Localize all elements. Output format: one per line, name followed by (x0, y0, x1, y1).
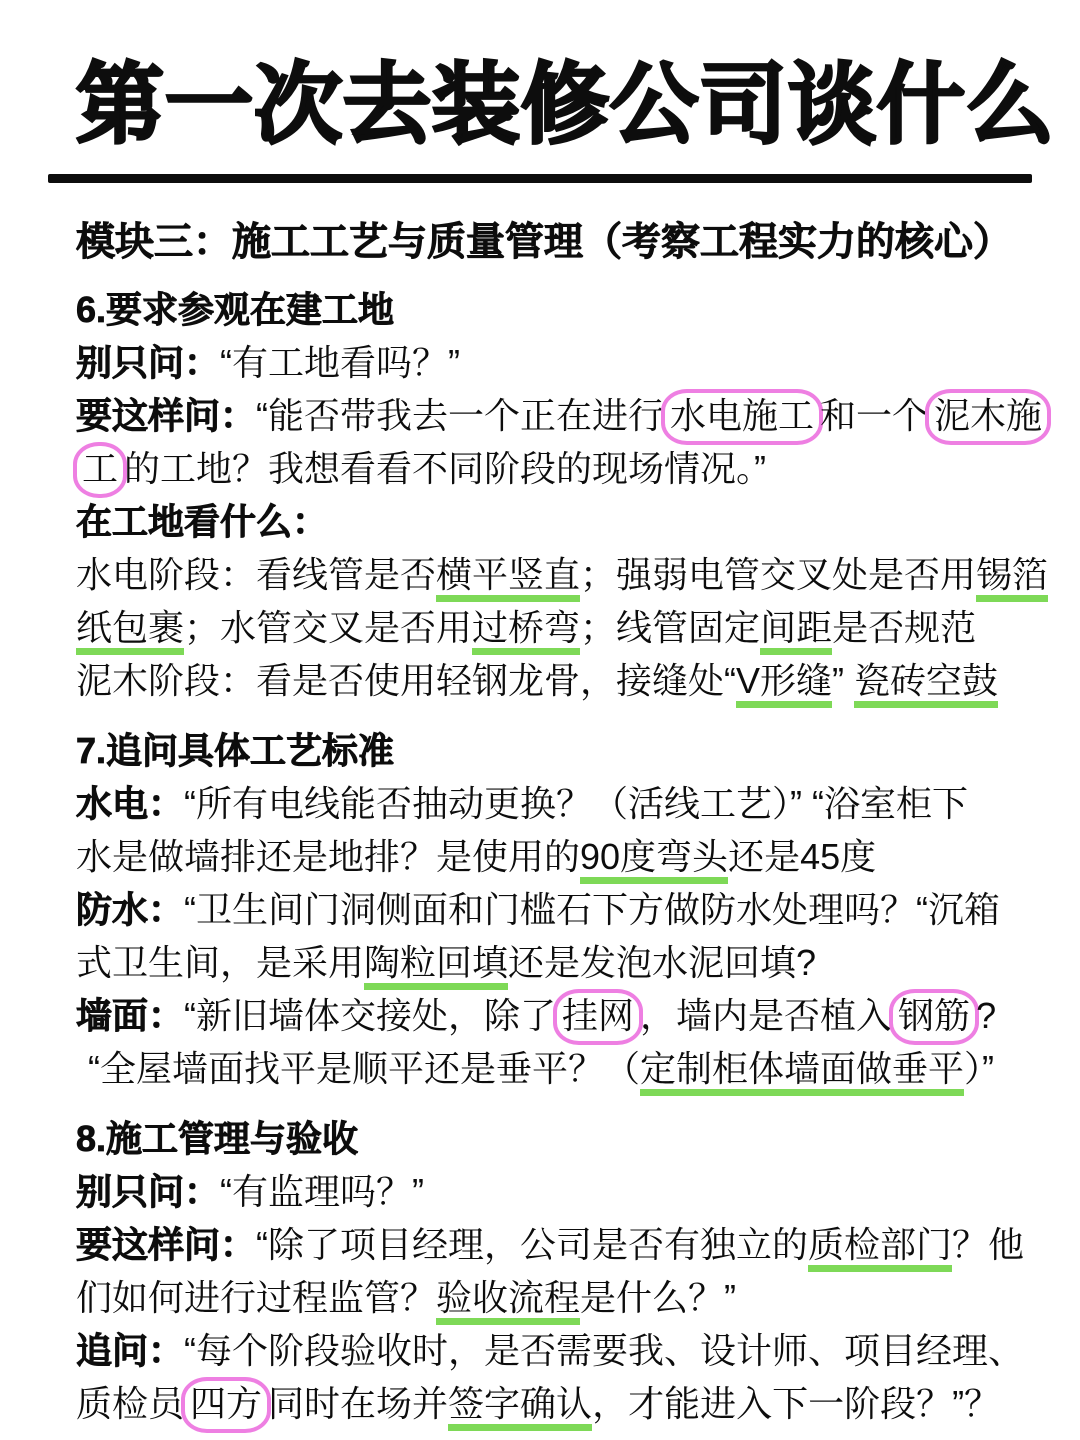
text-segment: ，墙内是否植入 (640, 995, 893, 1036)
text-segment: ；强弱电管交叉处是否用 (580, 554, 977, 595)
text-line (76, 1324, 1025, 1377)
text-segment: 是什么？” (580, 1277, 737, 1318)
circled-term: 工 (73, 442, 127, 498)
underlined-term: 纸包裹 (76, 607, 184, 655)
text-segment: ，才能进入下一阶段？”？ (592, 1383, 1001, 1424)
section-8-management-acceptance (76, 1112, 1025, 1430)
label-text: 要这样问： (76, 1224, 257, 1265)
text-segment: “所有电线能否抽动更换？（活线工艺）” “浴室柜下 (184, 783, 968, 824)
module-subtitle: 模块三：施工工艺与质量管理（考察工程实力的核心） (76, 221, 1013, 264)
text-segment: 质检员 (76, 1383, 185, 1424)
text-segment: “全屋墙面找平是顺平还是垂平？（ (88, 1048, 640, 1089)
circled-term: 泥木施 (925, 389, 1051, 445)
label-text: 8.施工管理与验收 (76, 1118, 359, 1159)
text-segment: “卫生间门洞侧面和门槛石下方做防水处理吗？“沉箱 (184, 889, 1000, 930)
text-line (76, 601, 1004, 654)
section-6-site-visit (76, 283, 1049, 707)
label-text: 墙面： (76, 995, 185, 1036)
underlined-term: 间距 (760, 607, 832, 655)
text-segment: ” (832, 660, 855, 701)
underlined-term: 瓷砖空鼓 (854, 660, 998, 708)
text-segment: ；线管固定 (580, 607, 761, 648)
text-segment: “有工地看吗？” (220, 342, 460, 383)
text-segment: 是否规范 (832, 607, 977, 648)
text-segment: 们如何进行过程监管？ (76, 1277, 437, 1318)
label-text: 防水： (76, 889, 185, 930)
text-segment: 式卫生间，是采用 (76, 942, 365, 983)
text-segment: ? (976, 995, 997, 1036)
circled-term: 钢筋 (889, 989, 979, 1045)
text-segment: 同时在场并 (268, 1383, 449, 1424)
underlined-term: 陶粒回填 (364, 942, 508, 990)
content (76, 283, 1049, 1430)
underlined-term: 签字确认 (448, 1383, 592, 1431)
text-line (76, 336, 1004, 389)
label-text: 6.要求参观在建工地 (76, 289, 395, 330)
text-line (76, 283, 1004, 336)
underlined-term: 横平竖直 (436, 554, 580, 602)
page-title: 第一次去装修公司谈什么 (76, 55, 1056, 154)
text-segment: 泥木阶段：看是否使用轻钢龙骨，接缝处“ (76, 660, 736, 701)
underlined-term: V形缝 (736, 660, 832, 708)
text-segment: 水是做墙排还是地排？是使用的 (76, 836, 581, 877)
text-line (76, 989, 1004, 1042)
underlined-term: 过桥弯 (472, 607, 580, 655)
text-line (76, 936, 1004, 989)
underlined-term: 锡箔 (976, 554, 1048, 602)
text-segment: 还是45度 (728, 836, 877, 877)
text-segment: 的工地？我想看看不同阶段的现场情况。” (124, 448, 767, 489)
label-text: 追问： (76, 1330, 185, 1371)
text-segment: “有监理吗？” (220, 1171, 424, 1212)
text-line (76, 1271, 1004, 1324)
text-line (76, 777, 1004, 830)
section-7-craft-standards (76, 724, 1004, 1095)
label-text: 要这样问： (76, 395, 257, 436)
text-segment: “每个阶段验收时，是否需要我、设计师、项目经理、 (184, 1330, 1025, 1371)
label-text: 别只问： (76, 1171, 221, 1212)
text-segment: 和一个 (820, 395, 929, 436)
text-segment: “能否带我去一个正在进行 (256, 395, 665, 436)
text-line (76, 442, 1004, 495)
text-line (76, 883, 1004, 936)
text-line (76, 1377, 1004, 1430)
text-line (76, 1218, 1025, 1271)
text-line (76, 830, 1004, 883)
underlined-term: 验收流程 (436, 1277, 580, 1325)
circled-term: 挂网 (553, 989, 643, 1045)
label-text: 在工地看什么： (76, 501, 329, 542)
title-divider (48, 174, 1032, 183)
text-segment: 水电阶段：看线管是否 (76, 554, 437, 595)
label-text: 7.追问具体工艺标准 (76, 730, 395, 771)
text-line (76, 1112, 1004, 1165)
text-line (76, 654, 1004, 707)
circled-term: 四方 (181, 1377, 271, 1433)
text-segment: ？他 (952, 1224, 1025, 1265)
text-line (76, 1165, 1004, 1218)
label-text: 水电： (76, 783, 185, 824)
underlined-term: 90度弯头 (580, 836, 728, 884)
text-segment: ；水管交叉是否用 (184, 607, 473, 648)
text-segment: ）” (964, 1048, 995, 1089)
text-segment: 还是发泡水泥回填? (508, 942, 817, 983)
underlined-term: 定制柜体墙面做垂平 (640, 1048, 964, 1096)
text-segment: “新旧墙体交接处，除了 (184, 995, 557, 1036)
underlined-term: 质检部门 (808, 1224, 952, 1272)
text-segment: “除了项目经理，公司是否有独立的 (256, 1224, 809, 1265)
text-line (76, 724, 1004, 777)
circled-term: 水电施工 (661, 389, 823, 445)
text-line (76, 495, 1004, 548)
text-line (76, 548, 1049, 601)
text-line (76, 1042, 1004, 1095)
text-line (76, 389, 1043, 442)
label-text: 别只问： (76, 342, 221, 383)
